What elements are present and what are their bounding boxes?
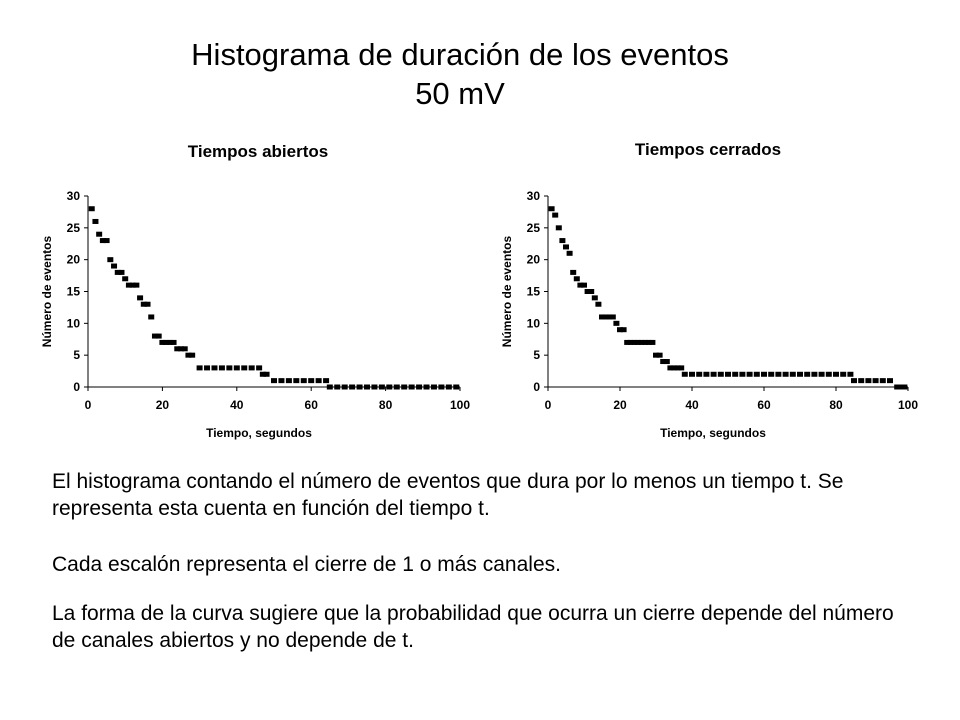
left-chart-x-tick-label: 60 [304,398,318,412]
right-chart-data-point [725,372,731,377]
left-chart-y-tick-label: 5 [73,348,80,363]
right-chart-y-axis-label: Número de eventos [500,235,514,348]
right-chart-data-point [621,327,627,332]
page-title: Histograma de duración de los eventos [191,37,729,72]
right-chart-y-tick-label: 15 [526,284,540,299]
right-chart-data-point [678,365,684,370]
right-chart-data-point [783,372,789,377]
right-chart-data-point [847,372,853,377]
right-chart-data-point [768,372,774,377]
right-chart-data-point [592,295,598,300]
right-chart-data-point [901,385,907,390]
right-chart-data-point [696,372,702,377]
right-chart-data-point [754,372,760,377]
right-chart-data-point [880,378,886,383]
paragraph-histogram-description: El histograma contando el número de eventos que dura por lo menos un tiempo t. Se representa esta cuenta en función del tiempo t. [52,470,844,520]
right-chart-data-point [574,276,580,281]
right-chart-data-point [826,372,832,377]
right-chart-y-tick-label: 5 [533,348,540,363]
right-chart-data-point [563,244,569,249]
left-chart-y-tick-label: 20 [66,252,80,267]
right-chart-data-point [887,378,893,383]
right-chart-data-point [570,270,576,275]
right-chart-data-point [703,372,709,377]
page-subtitle: 50 mV [415,76,505,111]
left-chart-y-tick-label: 30 [66,189,80,203]
right-chart-y-tick-label: 30 [526,189,540,203]
paragraph-step-meaning: Cada escalón representa el cierre de 1 o más canales. [52,553,561,576]
left-chart-x-tick-label: 80 [378,398,393,412]
left-chart-y-tick-label: 25 [66,220,80,235]
right-chart-data-point [588,289,594,294]
right-chart-y-tick-label: 25 [526,220,540,235]
right-chart-data-point [581,283,587,288]
right-chart-data-point [804,372,810,377]
right-chart-data-point [657,353,663,358]
right-chart-data-point [797,372,803,377]
left-chart-x-axis-label: Tiempo, segundos [206,426,312,440]
right-chart-data-point [790,372,796,377]
right-chart-data-point [549,206,555,211]
left-chart-title: Tiempos abiertos [187,142,329,161]
right-chart-data-point [610,314,616,319]
right-chart-data-point [739,372,745,377]
left-chart-x-tick-label: 100 [449,398,471,412]
right-chart-data-point [552,213,558,218]
right-chart-data-point [559,238,565,243]
right-chart-title: Tiempos cerrados [634,140,782,159]
right-chart-x-tick-label: 60 [757,398,771,412]
right-chart-data-point [851,378,857,383]
right-chart-data-point [689,372,695,377]
left-chart-y-tick-label: 0 [73,380,80,394]
paragraph-curve-shape: La forma de la curva sugiere que la probabilidad que ocurra un cierre depende del número de canales abiertos y no depende de t. [52,602,894,652]
right-chart-data-point [556,225,562,230]
right-chart-data-point [567,251,573,256]
right-chart-y-tick-label: 0 [533,380,540,394]
right-chart-data-point [840,372,846,377]
right-chart-data-point [811,372,817,377]
left-chart-y-tick-label: 15 [66,284,80,299]
right-chart-x-tick-label: 0 [544,398,552,412]
right-chart-data-point [711,372,717,377]
right-chart-data-point [858,378,864,383]
right-chart-data-point [747,372,753,377]
right-chart-data-point [718,372,724,377]
left-chart-x-tick-label: 20 [155,398,170,412]
right-chart-data-point [649,340,655,345]
left-chart-x-tick-label: 0 [84,398,92,412]
right-chart-x-tick-label: 40 [685,398,699,412]
right-chart-data-point [595,302,601,307]
left-chart-y-axis-label: Número de eventos [40,235,54,348]
left-chart-y-tick-label: 10 [66,316,80,331]
right-chart-y-tick-label: 20 [526,252,540,267]
right-chart-data-point [613,321,619,326]
right-chart-data-point [873,378,879,383]
right-chart-data-point [775,372,781,377]
right-chart-x-tick-label: 20 [613,398,627,412]
right-chart-data-point [865,378,871,383]
right-chart-data-point [819,372,825,377]
right-chart-data-point [732,372,738,377]
left-chart-x-tick-label: 40 [230,398,244,412]
right-chart-x-axis-label: Tiempo, segundos [660,426,766,440]
right-chart-data-point [682,372,688,377]
right-chart-data-point [833,372,839,377]
right-chart-data-point [761,372,767,377]
right-chart-x-tick-label: 100 [897,398,919,412]
right-chart-x-tick-label: 80 [829,398,843,412]
right-chart-y-tick-label: 10 [526,316,540,331]
right-chart-data-point [664,359,670,364]
